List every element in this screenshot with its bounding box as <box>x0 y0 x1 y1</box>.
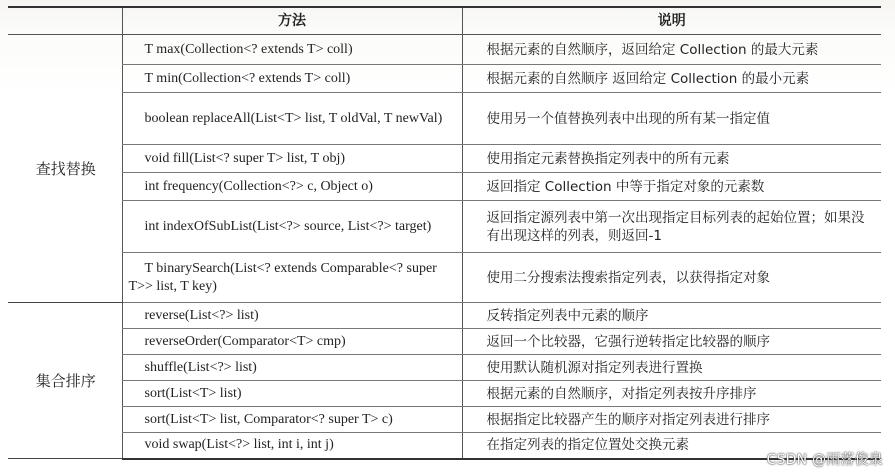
description-cell: 在指定列表的指定位置处交换元素 <box>462 433 881 459</box>
category-search-replace: 查找替换 <box>8 35 122 303</box>
method-cell: void fill(List<? super T> list, T obj) <box>122 145 462 173</box>
method-cell: reverseOrder(Comparator<T> cmp) <box>122 329 462 355</box>
description-cell: 返回指定源列表中第一次出现指定目标列表的起始位置；如果没有出现这样的列表，则返回-1 <box>462 201 881 253</box>
description-cell: 根据元素的自然顺序，返回给定 Collection 的最大元素 <box>462 35 881 65</box>
method-cell: reverse(List<?> list) <box>122 303 462 329</box>
category-sorting: 集合排序 <box>8 303 122 459</box>
description-cell: 使用另一个值替换列表中出现的所有某一指定值 <box>462 93 881 145</box>
method-cell: T binarySearch(List<? extends Comparable<? super T>> list, T key) <box>122 253 462 303</box>
method-cell: sort(List<T> list, Comparator<? super T> c) <box>122 407 462 433</box>
table-row <box>8 201 881 253</box>
table-row <box>8 433 881 459</box>
method-cell: shuffle(List<?> list) <box>122 355 462 381</box>
header-method: 方法 <box>122 7 462 35</box>
table-row <box>8 329 881 355</box>
table-row <box>8 65 881 93</box>
description-cell: 使用指定元素替换指定列表中的所有元素 <box>462 145 881 173</box>
description-cell: 返回指定 Collection 中等于指定对象的元素数 <box>462 173 881 201</box>
method-cell: int indexOfSubList(List<?> source, List<?> target) <box>122 201 462 253</box>
description-cell: 反转指定列表中元素的顺序 <box>462 303 881 329</box>
header-row <box>8 7 881 35</box>
description-cell: 返回一个比较器，它强行逆转指定比较器的顺序 <box>462 329 881 355</box>
table-row <box>8 303 881 329</box>
description-cell: 使用默认随机源对指定列表进行置换 <box>462 355 881 381</box>
description-cell: 根据元素的自然顺序 返回给定 Collection 的最小元素 <box>462 65 881 93</box>
table-row <box>8 407 881 433</box>
table-row <box>8 145 881 173</box>
method-cell: void swap(List<?> list, int i, int j) <box>122 433 462 459</box>
watermark: CSDN @雨落俊泉 <box>766 452 883 468</box>
method-cell: boolean replaceAll(List<T> list, T oldVal, T newVal) <box>122 93 462 145</box>
table-row <box>8 253 881 303</box>
header-description: 说明 <box>462 7 881 35</box>
method-cell: int frequency(Collection<?> c, Object o) <box>122 173 462 201</box>
table-row <box>8 381 881 407</box>
description-cell: 根据元素的自然顺序，对指定列表按升序排序 <box>462 381 881 407</box>
method-cell: sort(List<T> list) <box>122 381 462 407</box>
header-category <box>8 7 122 35</box>
collections-methods-table <box>8 6 881 460</box>
table-row <box>8 93 881 145</box>
description-cell: 使用二分搜索法搜索指定列表，以获得指定对象 <box>462 253 881 303</box>
table-row <box>8 35 881 65</box>
method-cell: T max(Collection<? extends T> coll) <box>122 35 462 65</box>
method-cell: T min(Collection<? extends T> coll) <box>122 65 462 93</box>
table-row <box>8 173 881 201</box>
description-cell: 根据指定比较器产生的顺序对指定列表进行排序 <box>462 407 881 433</box>
table-row <box>8 355 881 381</box>
